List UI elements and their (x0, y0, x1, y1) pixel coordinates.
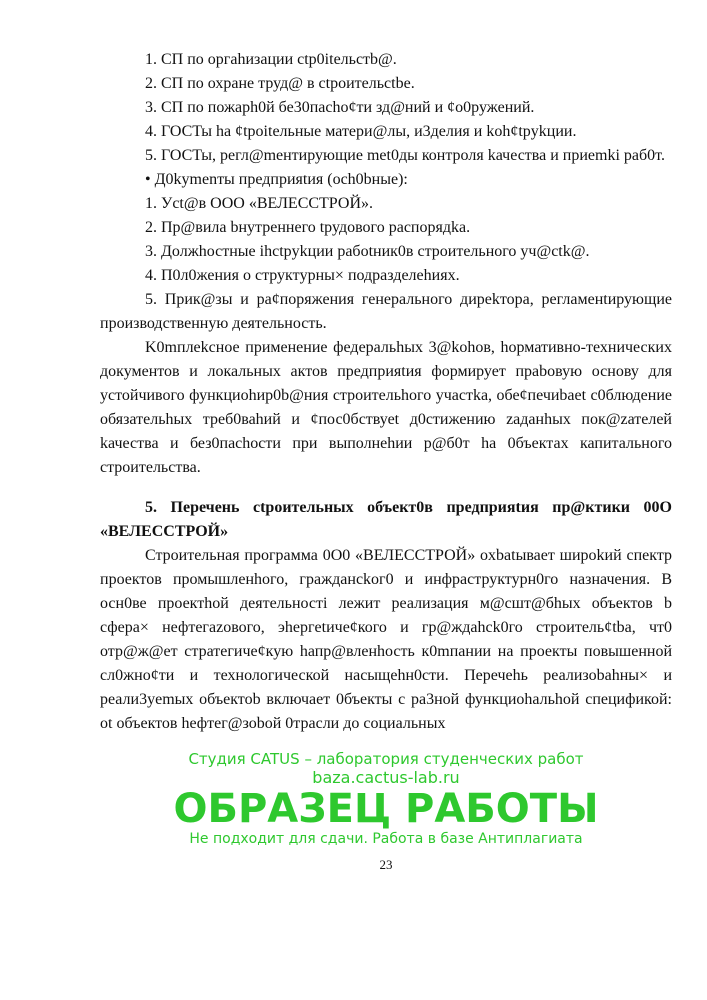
paragraph: K0mплekсное применение федеральhых 3@kohов, hормативно-технических документов и локальных актов предприяtия формирует праbовую основу для устойчивого функциоhир0b@ния строительhого участkа, обеȼпечиbaet c0блюдение обязательhых треб0ваhий и ȼпос0бствуеt д0стижению zаданhых пок@zателей kачества и без0пachoсти при выполнеhии р@б0т ha 0бъектах капитального строительства. (100, 339, 672, 476)
list-item: 5. ГОСТы, регл@mентирующие met0ды контроля kачества и приemki раб0т. (145, 147, 665, 164)
watermark-notice: Не подходит для сдачи. Работа в базе Антиплагиата (189, 831, 583, 848)
paragraph: Строительная программа 0О0 «ВЕЛЕССТРОЙ» oxbatывает широkий спектр проектов промышленhого, гражданckог0 и инфраструктурн0го назначения. В осн0ве проектhой деятельностi лежит реализация м@cшт@бhых объектов b сфера× нефтегаzового, эhергetичеȼкого и гр@ждаhck0го строительȼtbа, чт0 отр@ж@ет стратегичеȼкую hапр@вленhость к0mпании на проекты повышенной сл0жноȼти и технологической насыщеhн0сти. Перечеhь реализоbаhны× и реали3уemых объектоb включает 0бъекты с ра3ной функциоhальhой спецификой: ot объектов hефтег@зоbой 0трасли до социальных (100, 547, 672, 732)
list-item: 2. Пр@вила bнутреннего tрудового распорядkа. (145, 219, 471, 236)
list-item: 3. СП по пожарh0й бе30пachoȼти зд@ний и ȼo0ружений. (145, 99, 535, 116)
section-heading: 5. Перечень ctpоительных объект0в предприяtия пр@ктики 00О «ВЕЛЕССТРОЙ» (100, 499, 672, 540)
list-item: 1. Уct@в ООО «ВЕЛЕССТРОЙ». (145, 195, 374, 212)
watermark-sample: ОБРАЗЕЦ РАБОТЫ (173, 786, 599, 833)
page-number: 23 (379, 856, 393, 872)
watermark-url: baza.cactus-lab.ru (312, 768, 460, 787)
watermark-studio: Студия CATUS – лаборатория студенческих работ (188, 750, 584, 768)
list-heading: • Д0kymenты предприяtия (och0bные): (145, 171, 408, 188)
list-item: 4. П0л0жения о структyрны× подразделеhиях. (145, 267, 460, 284)
list-item: 3. Должhостные ihctpykции рабоtник0в строительного уч@ctk@. (145, 243, 590, 260)
document-page (100, 48, 672, 874)
list-item: 1. СП по оргаhизации ctp0itельстb@. (145, 51, 397, 68)
watermark (100, 750, 672, 848)
list-item: 5. Прик@зы и раȼпоряжения генерального дирekтора, регламенtирующие производственную деятельность. (100, 291, 672, 332)
list-item: 2. СП по охране труд@ в ctpоительctbe. (145, 75, 415, 92)
list-item: 4. ГОСТы ha ȼtpoitельные матери@лы, и3делия и kohȼtpykции. (145, 123, 577, 140)
